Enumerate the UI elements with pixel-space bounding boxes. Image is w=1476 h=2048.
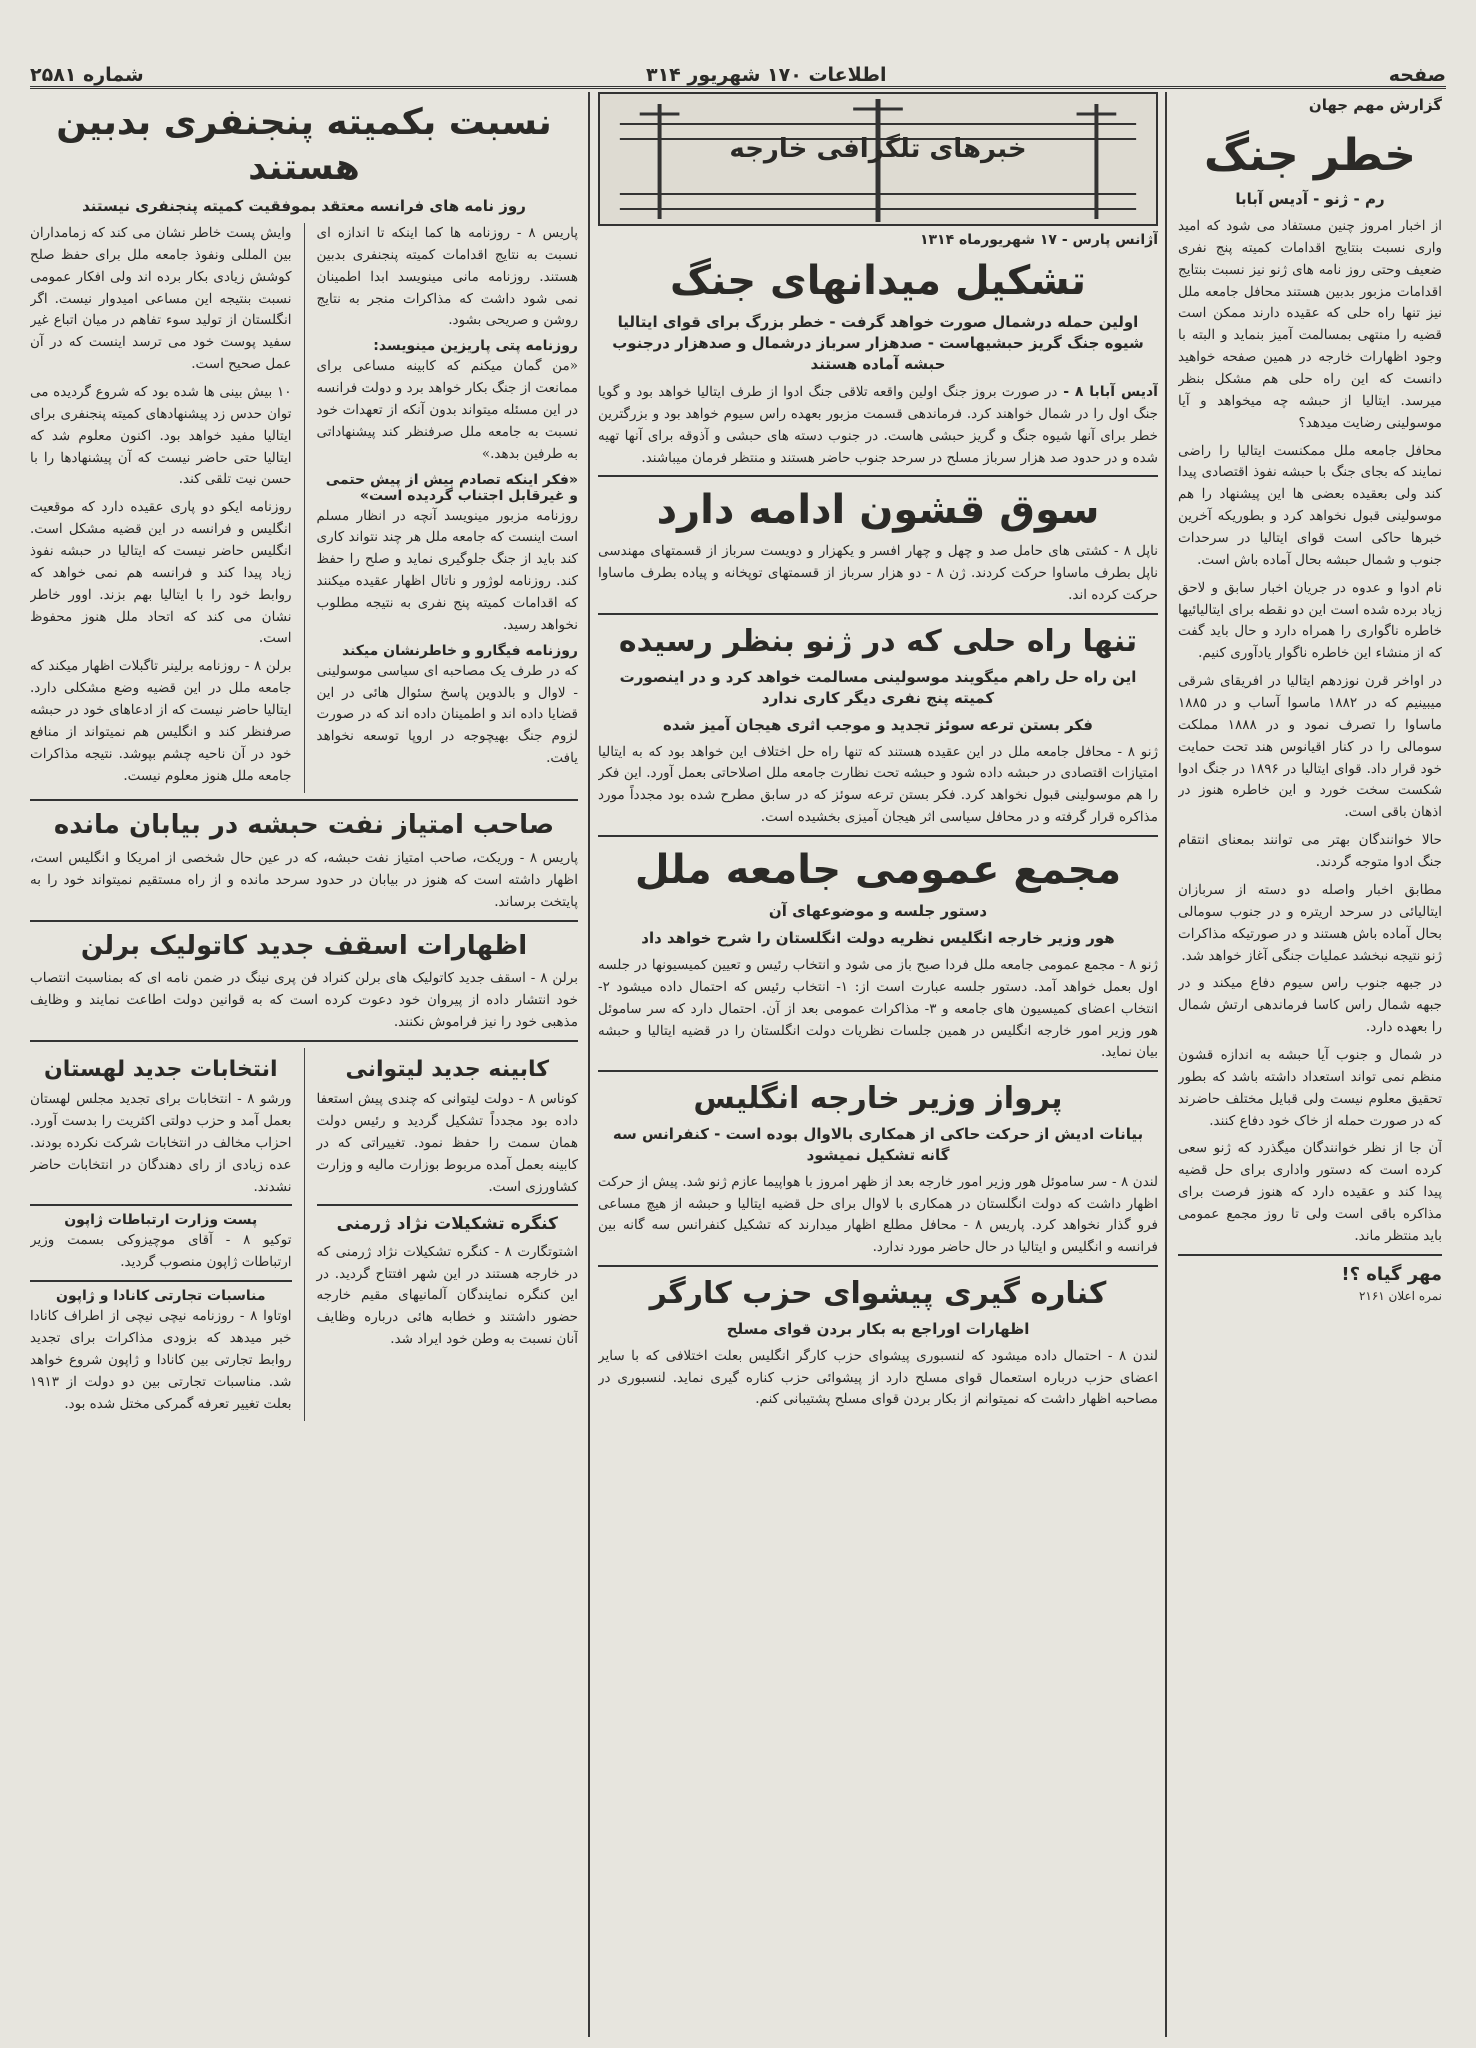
article-paragraph: در جبهه جنوب راس سیوم دفاع میکند و در جبهه شمال راس کاسا فرماندهی ارتش شمال را بعهده دارد. (1178, 975, 1442, 1036)
left-column (30, 92, 578, 2037)
article-paragraph: توکیو ۸ - آقای موچیزوکی بسمت وزیر ارتباطات ژاپون منصوب گردید. (30, 1232, 292, 1271)
page-header (30, 52, 1446, 89)
article-paragraph: در اواخر قرن نوزدهم ایتالیا در افریقای شرقی میبینیم که در ۱۸۸۲ ماسوا آساب و در ۱۸۸۵ ماساوا را تصرف نمود و در ۱۸۸۸ مملکت سومالی را در کنار اقیانوس هند تحت حمایت خود قرار داد. قوای ایتالیا در ۱۸۹۶ در جنگ ادوا شکست سخت خورد و این خاطره هنوز در اذهان باقی است. (1178, 673, 1442, 821)
article-paragraph: که در طرف یک مصاحبه ای سیاسی موسولینی - لاوال و بالدوین پاسخ سئوال هائی در این قضایا داده اند و اطمینان داده اند که در صورت لزوم جنگ بهیچوجه در اروپا توسعه نخواهد یافت. (316, 662, 578, 767)
divider (30, 1040, 578, 1042)
column-divider (304, 1048, 305, 1422)
page-label: صفحه (1388, 64, 1446, 86)
banner-title: خبرهای تلگرافی خارجه (729, 134, 1027, 164)
text-column (317, 223, 579, 793)
article-paragraph: روزنامه مزبور مینویسد آنچه در انظار مسلم است اینست که جامعه ملل هر چند نتواند کاری کند باید از جنگ جلوگیری نماید و صلح را حفظ کند. روزنامه لوژور و ناتال اظهار عقیده میکنند که اقدامات کمیته پنج نفری به نتیجه مطلوب نخواهد رسید. (316, 507, 578, 633)
article-title: پست وزارت ارتباطات ژاپون (64, 1212, 258, 1229)
divider (598, 475, 1158, 477)
article-dateline: رم - ژنو - آدیس آبابا (1235, 190, 1385, 208)
divider (30, 799, 578, 801)
article-subtitle: اظهارات اوراجع به بکار بردن قوای مسلح (726, 1319, 1030, 1338)
text-column (30, 1048, 292, 1422)
article-paragraph: در شمال و جنوب آیا حبشه به اندازه قشون منظم نمی تواند استعداد داشته باشد که بطور تحقیق معلوم نیست ولی قبایل مختلف حاضرند که در صورت حمله از خاک خود دفاع کنند. (1178, 1046, 1442, 1129)
article-paragraph: محافل جامعه ملل ممکنست ایتالیا را راضی نمایند که بجای جنگ با حبشه نفوذ اقتصادی پیدا کند ولی بعقیده بعضی ها این پیشنهاد را هم موسولینی قبول نخواهد کرد و بطوریکه آخرین خبرها حاکی است قوای ایتالیا در سرحدات جنوب و شمال حبشه بحال آماده باش است. (1178, 442, 1442, 568)
divider (30, 1204, 292, 1206)
article-paragraph: حالا خوانندگان بهتر می توانند بمعنای انتقام جنگ ادوا متوجه گردند. (1178, 832, 1442, 871)
article-title: انتخابات جدید لهستان (43, 1056, 278, 1082)
article-paragraph: ۱۰ بیش بینی ها شده بود که شروع گردیده می توان حدس زد پیشنهادهای کمیته پنجنفری برای ایتالیا مفید خواهد بود. اکنون معلوم شد که ایتالیا حتی حاضر نیست که آن پیشنهادها را با حسن نیت تلقی کند. (30, 384, 292, 488)
article-title: کابینه جدید لیتوانی (345, 1056, 550, 1082)
article-paragraph: آن جا از نظر خوانندگان میگذرد که ژنو سعی کرده است که دستور واداری برای حل قضیه پیدا کند و عقیده دارد که هنوز فرصت برای مذاکره باقی است ولی تا روز مجمع عمومی باید منتظر ماند. (1178, 1140, 1442, 1244)
sub-heading: روزنامه فیگارو و خاطرنشان میکند (341, 642, 578, 659)
article-paragraph: پاریس ۸ - روزنامه ها کما اینکه تا اندازه ای نسبت به نتایج اقدامات کمیته پنجنفری بدبین هستند. روزنامه مانی مینویسد ابدا اطمینان نمی شود داشت که مذاکرات منجر به نتایج روشن و صریحی بشود. (316, 225, 578, 329)
divider (30, 1280, 292, 1282)
article-paragraph: لندن ۸ - سر ساموئل هور وزیر امور خارجه بعد از ظهر امروز با هواپیما عازم ژنو شد. پیش از حرکت اظهار داشت که دولت انگلستان در همکاری با لاوال برای حل قضیه ایتالیا و حبشه از هیچ مساعی فرو گذار نخواهد کرد. پاریس ۸ - محافل مطلع اظهار میدارند که تشکیل کنفرانس سه گانه بین فرانسه و انگلیس و ایتالیا در حال حاضر مورد ندارد. (598, 1173, 1158, 1256)
article-title: پرواز وزیر خارجه انگلیس (693, 1081, 1063, 1117)
divider (317, 1204, 579, 1206)
article-paragraph: کوناس ۸ - دولت لیتوانی که چندی پیش استعفا داده بود مجدداً تشکیل گردید و رئیس دولت همان سمت را حفظ نمود. تغییراتی که در کابینه بعمل آمده مربوط بوزارت مالیه و وزارت کشاورزی است. (316, 1091, 578, 1195)
text-column (317, 1048, 579, 1422)
article-title: تشکیل میدانهای جنگ (670, 258, 1086, 304)
issue-date: اطلاعات ۱۷۰ شهریور ۳۱۴ (645, 64, 887, 86)
article-title: صاحب امتیاز نفت حبشه در بیابان مانده (53, 810, 555, 841)
article-subtitle: روز نامه های فرانسه معتقد بموفقیت کمیته پنجنفری نیستند (82, 197, 526, 215)
article-paragraph: اشتوتگارت ۸ - کنگره تشکیلات نژاد ژرمنی که در خارجه هستند در این شهر افتتاح گردید. در این کنگره نمایندگان آلمانیهای مقیم خارجه حضور داشتند و خطابه هائی درباره وظایف آنان نسبت به وطن خود ایراد شد. (316, 1243, 578, 1348)
article-title: مناسبات تجارتی کانادا و ژاپون (56, 1288, 266, 1305)
article-subtitle: فکر بستن ترعه سوئز تجدید و موجب اثری هیجان آمیز شده (663, 715, 1093, 734)
article-paragraph: ژنو ۸ - محافل جامعه ملل در این عقیده هستند که تنها راه حل اختلاف این خواهد بود که به ایتالیا امتیازات اقتصادی در حبشه داده شود و حبشه تحت نظارت جامعه ملل اصلاحاتی بعمل آورد. این فکر را هم موسولینی قبول نخواهد کرد. فکر بستن ترعه سوئز که در سابق مطرح شده بود مجدداً مورد مذاکره قرار گرفته و در محافل سیاسی اثر هیجان آمیزی بخشیده است. (598, 743, 1158, 826)
article-title: مجمع عمومی جامعه ملل (634, 846, 1122, 893)
article-paragraph: ژنو ۸ - مجمع عمومی جامعه ملل فردا صبح باز می شود و انتخاب رئیس و تعیین کمیسیونها در جلسه اول بعمل خواهد آمد. دستور جلسه عبارت است از: ۱- انتخاب رئیس که احتمال داده میشود ۲- انتخاب اعضای کمیسیون های جامعه و ۳- مذاکرات عمومی بعد از آن. احتمال دارد که سر ساموئل هور وزیر امور خارجه انگلیس در همین جلسات نظریات دولت انگلستان را در قضیه ایتالیا و حبشه بیان نماید. (598, 956, 1158, 1061)
ad-title: مهر گیاه ؟! (1341, 1263, 1442, 1285)
article-title: خطر جنگ (1204, 130, 1416, 181)
article-paragraph: ورشو ۸ - انتخابات برای تجدید مجلس لهستان بعمل آمد و حزب دولتی اکثریت را بدست آورد. احزاب مخالف در انتخابات شرکت نکرده بودند. عده زیادی از رای دهندگان در انتخابات حاضر نشدند. (30, 1091, 292, 1195)
column-divider (1165, 92, 1167, 2037)
column-divider (588, 92, 590, 2037)
article-paragraph: مطابق اخبار واصله دو دسته از سربازان ایتالیائی در سرحد اریتره و در جنوب سومالی بحال آماده باش هستند و در صورتیکه مذاکرات ژنو نتیجه نبخشد عملیات جنگی آغاز خواهد شد. (1178, 881, 1442, 964)
article-paragraph: اوتاوا ۸ - روزنامه نیچی نیچی از اطراف کانادا خبر میدهد که بزودی مذاکرات برای تجدید روابط تجارتی بین کانادا و ژاپون شروع خواهد شد. مناسبات تجارتی بین دو دولت از ۱۹۱۳ بعلت تغییر تعرفه گمرکی مختل شده بود. (30, 1308, 292, 1412)
article-subtitle: این راه حل راهم میگویند موسولینی مسالمت خواهد کرد و در اینصورت کمیته پنج نفری دیگر کاری ندارد (619, 667, 1137, 707)
article-title: اظهارات اسقف جدید کاتولیک برلن (80, 930, 528, 961)
article-paragraph: وایش پست خاطر نشان می کند که زمامداران بین المللی ونفوذ جامعه ملل برای حفظ صلح کوشش زیادی بکار برده اند ولی افکار عمومی نسبت بنتیجه این مساعی امیدوار نیست. اگر انگلستان از تولید سوء تفاهم در میان اتباع غیر سفید پوست خود می ترسد اینست که در آن عمل صحیح است. (30, 225, 292, 373)
article-paragraph: نام ادوا و عدوه در جریان اخبار سابق و لاحق زیاد برده شده است این دو نقطه برای ایتالیائیها خاطره ناگواری را همراه دارد و حال باید گفت که از منشاء این خاطره ناگوار یادآوری کنیم. (1178, 579, 1442, 662)
divider (1178, 1254, 1442, 1256)
article-paragraph: برلن ۸ - روزنامه برلینر تاگبلات اظهار میکند که جامعه ملل در این قضیه وضع مشکلی دارد. ایتالیا حاضر نیست که از ادعاهای خود در حبشه صرفنظر کند و انگلیس هم نمیتواند از منافع خود در آن ناحیه چشم بپوشد. نتیجه مذاکرات جامعه ملل هنوز معلوم نیست. (30, 658, 292, 784)
article-paragraph: برلن ۸ - اسقف جدید کاتولیک های برلن کنراد فن پری نینگ در ضمن نامه ای که بمناسبت انتصاب خود انتشار داده از پیروان خود دعوت کرده است که به قوانین دولت اطاعت نمایند و وظایف مذهبی خود را نیز فراموش نکنند. (30, 970, 578, 1030)
article-title: تنها راه حلی که در ژنو بنظر رسیده (618, 624, 1138, 660)
article-paragraph: پاریس ۸ - وریکت، صاحب امتیاز نفت حبشه، که در عین حال شخصی از امریکا و انگلیس است، اظهار داشته است که هنوز در بیابان در حدود سرحد مانده و از راه مستقیم نمیتواند خود را به پایتخت برساند. (30, 849, 578, 910)
article-paragraph: لندن ۸ - احتمال داده میشود که لنسبوری پیشوای حزب کارگر انگلیس بعلت اختلافی که با سایر اعضای حزب درباره استعمال قوای مسلح دارد از پیشوائی حزب کناره گیری نماید. لنسبوری در مصاحبه اظهار داشت که نمیتوانم از بکار بردن قوای مسلح پشتیبانی کنم. (598, 1347, 1158, 1408)
divider (30, 920, 578, 922)
divider (598, 1070, 1158, 1072)
article-paragraph: ناپل ۸ - کشتی های حامل صد و چهل و چهار افسر و یکهزار و دویست سرباز از قسمتهای مهندسی ناپل بطرف ماساوا حرکت کردند. ژن ۸ - دو هزار سرباز از قسمتهای توپخانه و پیاده بطرف ماساوا حرکت کرده اند. (598, 543, 1158, 604)
article-subtitle: هور وزیر خارجه انگلیس نظریه دولت انگلستان را شرح خواهد داد (641, 928, 1115, 947)
sub-heading: «فکر اینکه تصادم بیش از پیش حتمی و غیرقابل اجتناب گردیده است» (325, 471, 578, 504)
article-paragraph: روزنامه ایکو دو پاری عقیده دارد که موقعیت انگلیس و فرانسه در این قضیه مشکل است. انگلیس حاضر نیست که ایتالیا در حبشه نفوذ زیاد پیدا کند و فرانسه هم نمی خواهد که روابط خود را با ایتالیا بهم بزند. اوور خاطر نشان می کند که اتحاد ملل هنوز محفوظ است. (30, 499, 292, 647)
article-paragraph: از اخبار امروز چنین مستفاد می شود که امید واری نسبت بنتایج اقدامات کمیته پنج نفری ضعیف وحتی روز نامه های ژنو نیز نسبت بنتایج اقدامات مزبور بدبین هستند محافل جامعه ملل نیز تنها راه حلی که عقیده دارند ممکن است قضیه را منتهی بمسالمت آمیز بنماید و البته با وجود اظهارات خارجه در همین صفحه خواهید دانست که این راه حلی هم مشکل بنظر میرسد. ایتالیا از حبشه چه میخواهد و آیا موسولینی رضایت میدهد؟ (1178, 218, 1442, 431)
text-column (30, 223, 292, 793)
article-paragraph: در صورت بروز جنگ اولین واقعه تلاقی جنگ ادوا از طرف ایتالیا خواهد بود و گویا جنگ اول را در شمال خواهند کرد. فرماندهی قسمت مزبور بعهده راس سیوم خواهد بود و بزرگترین خطر برای آنها شیوه جنگ و گریز حبشی هاست. در جنوب دسته های حبشی و آذوقه برای آنها تهیه شده و در حدود صد هزار سرباز مسلح در سرحد جنوب حاضر هستند و منتظر فرمان میباشند. (598, 384, 1158, 466)
issue-number: شماره ۲۵۸۱ (30, 64, 144, 86)
sub-heading: روزنامه پتی پاریزین مینویسد: (373, 338, 578, 355)
column-divider (304, 223, 305, 793)
article-title: نسبت بکمیته پنجنفری بدبین هستند (56, 102, 552, 188)
article-subtitle: دستور جلسه و موضوعهای آن (768, 901, 988, 920)
article-subtitle: اولین حمله درشمال صورت خواهد گرفت - خطر بزرگ برای قوای ایتالیا شیوه جنگ گریز حبشیهاست - صدهزار سرباز درشمال و صدهزار درجنوب حبشه آماده هستند (612, 313, 1144, 373)
article-title: کنگره تشکیلات نژاد ژرمنی (336, 1214, 558, 1235)
section-kicker: گزارش مهم جهان (1308, 96, 1442, 114)
article-title: کناره گیری پیشوای حزب کارگر (649, 1276, 1107, 1312)
article-subtitle: بیانات ادیش از حرکت حاکی از همکاری بالاوال بوده است - کنفرانس سه گانه تشکیل نمیشود (612, 1124, 1144, 1164)
two-column-text (30, 223, 578, 793)
two-column-text (30, 1048, 578, 1422)
divider (598, 835, 1158, 837)
dateline: آدیس آبابا ۸ - (1057, 384, 1158, 400)
divider (598, 613, 1158, 615)
article-paragraph: «من گمان میکنم که کابینه مساعی برای ممانعت از جنگ بکار خواهد برد و دولت فرانسه در این مسئله میتواند بدون آنکه از تعهدات خود نسبت به جامعه ملل صرفنظر کند پیشنهاداتی به طرفین بدهد.» (316, 358, 578, 462)
right-column (1178, 92, 1442, 2037)
agency-line: آژانس پارس - ۱۷ شهریورماه ۱۳۱۴ (919, 232, 1158, 248)
article-title: سوق قشون ادامه دارد (656, 487, 1100, 534)
divider (598, 1265, 1158, 1267)
telegraph-banner (598, 92, 1158, 226)
middle-column (598, 92, 1158, 2037)
ad-number: نمره اعلان ۲۱۶۱ (1358, 1288, 1442, 1303)
